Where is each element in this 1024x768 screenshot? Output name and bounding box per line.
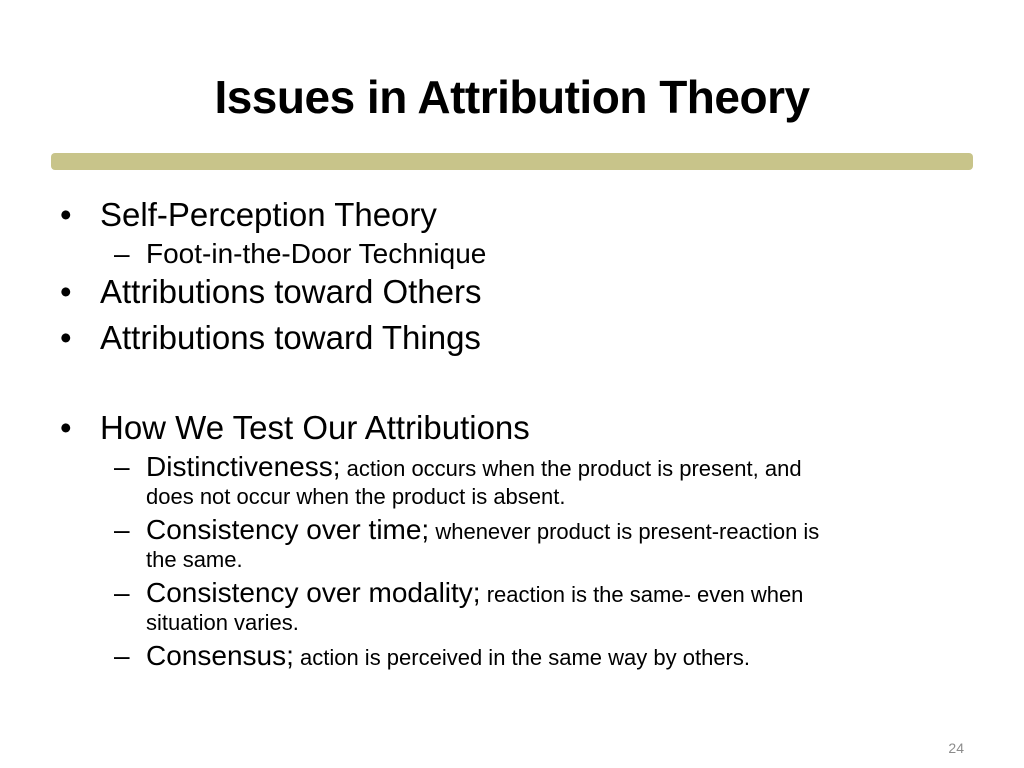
sub-bullet-item [60, 577, 970, 636]
dash-icon: – [114, 577, 130, 608]
dash-icon: – [114, 238, 130, 269]
sub-bullet-item [60, 640, 970, 673]
sub-bullet-heading: Distinctiveness; [146, 451, 341, 482]
bullet-item [60, 192, 970, 238]
sub-bullet-continuation: situation varies. [146, 610, 299, 635]
bullet-item [60, 405, 970, 451]
spacer [60, 361, 970, 405]
slide-content [60, 192, 970, 673]
sub-bullet-item [60, 238, 970, 269]
dash-icon: – [114, 451, 130, 482]
sub-bullet-detail: reaction is the same- even when [480, 582, 804, 607]
dash-icon: – [114, 640, 130, 671]
sub-bullet-detail: action is perceived in the same way by others. [293, 645, 750, 670]
bullet-icon: • [60, 409, 72, 446]
sub-bullet-item [60, 451, 970, 510]
slide-title: Issues in Attribution Theory [214, 71, 810, 123]
sub-bullet-detail: whenever product is present-reaction is [429, 519, 820, 544]
bullet-item [60, 269, 970, 315]
sub-bullet-heading: Consensus; [146, 640, 294, 671]
sub-bullet-heading: Consistency over time; [146, 514, 430, 545]
sub-bullet-heading: Consistency over modality; [146, 577, 481, 608]
page-number: 24 [948, 740, 964, 756]
sub-bullet-heading: Foot-in-the-Door Technique [146, 238, 487, 269]
sub-bullet-continuation: the same. [146, 547, 243, 572]
dash-icon: – [114, 514, 130, 545]
title-divider [51, 153, 973, 170]
bullet-text: Self-Perception Theory [100, 196, 437, 233]
bullet-icon: • [60, 319, 72, 356]
bullet-icon: • [60, 273, 72, 310]
bullet-item [60, 315, 970, 361]
sub-bullet-continuation: does not occur when the product is absent. [146, 484, 566, 509]
bullet-icon: • [60, 196, 72, 233]
bullet-text: Attributions toward Others [100, 273, 482, 310]
sub-bullet-item [60, 514, 970, 573]
bullet-text: How We Test Our Attributions [100, 409, 530, 446]
sub-bullet-detail: action occurs when the product is present, and [340, 456, 802, 481]
bullet-text: Attributions toward Things [100, 319, 481, 356]
